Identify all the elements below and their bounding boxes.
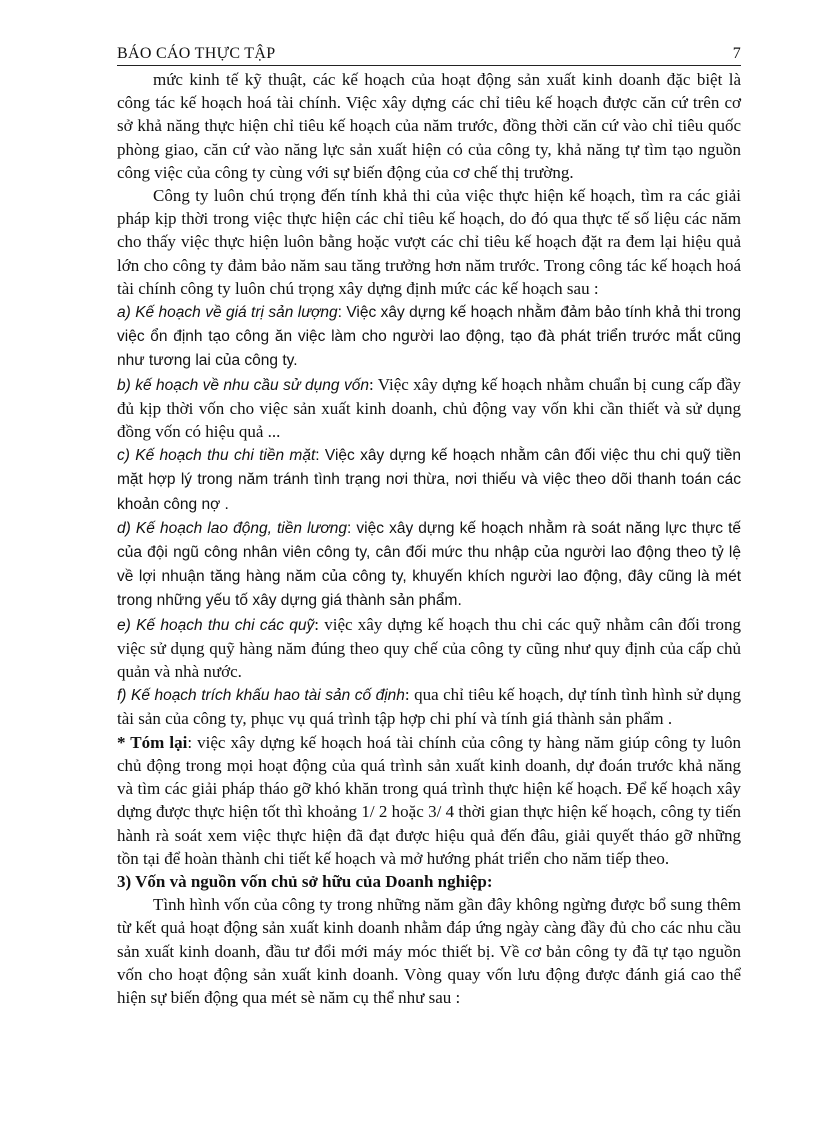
document-page — [117, 44, 741, 1009]
item-b-text: : Việc xây dựng kế hoạch nhằm chuẩn bị cung cấp đầy đủ kịp thời vốn cho việc sản xuất kinh doanh, chủ động vay vốn khi cần thiết và sử dụng đồng vốn có hiệu quả ... — [117, 374, 741, 442]
item-c — [117, 443, 741, 516]
item-f — [117, 683, 741, 730]
item-a-label: a) Kế hoạch về giá trị sản lượng — [117, 304, 338, 322]
item-e — [117, 613, 741, 684]
item-c-label: c) Kế hoạch thu chi tiền mặt — [117, 447, 316, 465]
summary-label: * Tóm lại — [117, 732, 188, 752]
header-title: BÁO CÁO THỰC TẬP — [117, 45, 276, 62]
item-b — [117, 373, 741, 444]
page-header — [117, 44, 741, 66]
item-b-label: b) kế hoạch về nhu cầu sử dụng vốn — [117, 376, 369, 394]
item-c-text: : Việc xây dựng kế hoạch nhằm cân đối việc thu chi quỹ tiền mặt hợp lý trong năm tránh tình trạng nơi thừa, nơi thiếu và việc theo dõi thanh toán các khoản công nợ . — [117, 447, 741, 513]
summary-text: : việc xây dựng kế hoạch hoá tài chính của công ty hàng năm giúp công ty luôn chủ động trong mọi hoạt động của quá trình sản xuất kinh doanh, dự đoán trước khả năng và tìm các giải pháp tháo gỡ khó khăn trong quá trình thực hiện kế hoạch. Để kế hoạch xây dựng được thực hiện tốt thì khoảng 1/ 2 hoặc 3/ 4 thời gian thực hiện kế hoạch, công ty tiến hành rà soát xem việc thực hiện đã đạt được hiệu quả đến đâu, giải quyết tháo gỡ những tồn tại để hoàn thành chi tiết kế hoạch và mở hướng phát triển cho năm tiếp theo. — [117, 732, 741, 868]
item-e-text: : việc xây dựng kế hoạch thu chi các quỹ nhằm cân đối trong việc sử dụng quỹ hàng năm đúng theo quy chế của công ty cũng như quy định của cấp chủ quản và nhà nước. — [117, 614, 741, 682]
item-f-text: : qua chỉ tiêu kế hoạch, dự tính tình hình sử dụng tài sản của công ty, phục vụ quá trình tập hợp chi phí và tính giá thành sản phẩm . — [117, 685, 741, 729]
section-3-heading: 3) Vốn và nguồn vốn chủ sở hữu của Doanh nghiệp: — [117, 871, 493, 891]
item-d — [117, 516, 741, 613]
item-a-text: : Việc xây dựng kế hoạch nhằm đảm bảo tính khả thi trong việc ổn định tạo công ăn việc làm cho người lao động, tạo đà phát triển trước mắt cũng như tương lai của công ty. — [117, 304, 741, 370]
page-number: 7 — [732, 45, 741, 62]
paragraph-feasibility: Công ty luôn chú trọng đến tính khả thi của việc thực hiện kế hoạch, tìm ra các giải pháp kịp thời trong việc thực hiện các chỉ tiêu kế hoạch, do đó qua thực tế số liệu các năm cho thấy việc thực hiện luôn bằng hoặc vượt các chỉ tiêu kế hoạch đặt ra đem lại hiệu quả lớn cho công ty đảm bảo năm sau tăng trưởng hơn năm trước. Trong công tác kế hoạch hoá tài chính công ty luôn chú trọng xây dựng định mức các kế hoạch sau : — [117, 186, 741, 298]
item-d-text: : việc xây dựng kế hoạch nhằm rà soát năng lực thực tế của đội ngũ công nhân viên công ty, cân đối mức thu nhập của người lao động theo tỷ lệ về lợi nhuận tăng hàng năm của công ty, khuyến khích người lao động, đây cũng là mét trong những yếu tố xây dựng giá thành sản phẩm. — [117, 519, 742, 610]
item-e-label: e) Kế hoạch thu chi các quỹ — [117, 616, 315, 634]
paragraph-intro: mức kinh tế kỹ thuật, các kế hoạch của hoạt động sản xuất kinh doanh đặc biệt là công tác kế hoạch hoá tài chính. Việc xây dựng các chỉ tiêu kế hoạch được căn cứ trên cơ sở khả năng thực hiện chỉ tiêu kế hoạch của năm trước, đồng thời căn cứ vào chỉ tiêu quốc phòng giao, căn cứ vào năng lực sản xuất hiện có của công ty, khả năng tự tìm tạo nguồn công việc của công ty cùng với sự biến động của cơ chế thị trường. — [117, 70, 741, 182]
paragraph-capital: Tình hình vốn của công ty trong những năm gần đây không ngừng được bổ sung thêm từ kết quả hoạt động sản xuất kinh doanh nhằm đáp ứng ngày càng đầy đủ cho các nhu cầu sản xuất kinh doanh, đầu tư đổi mới máy móc thiết bị. Về cơ bản công ty đã tự tạo nguồn vốn cho hoạt động sản xuất kinh doanh. Vòng quay vốn lưu động được đánh giá cao thể hiện sự biến động qua mét sè năm cụ thể như sau : — [117, 895, 741, 1007]
item-a — [117, 300, 741, 373]
item-f-label: f) Kế hoạch trích khấu hao tài sản cố định — [117, 687, 405, 705]
summary-paragraph — [117, 731, 741, 870]
item-d-label: d) Kế hoạch lao động, tiền lương — [117, 519, 347, 537]
